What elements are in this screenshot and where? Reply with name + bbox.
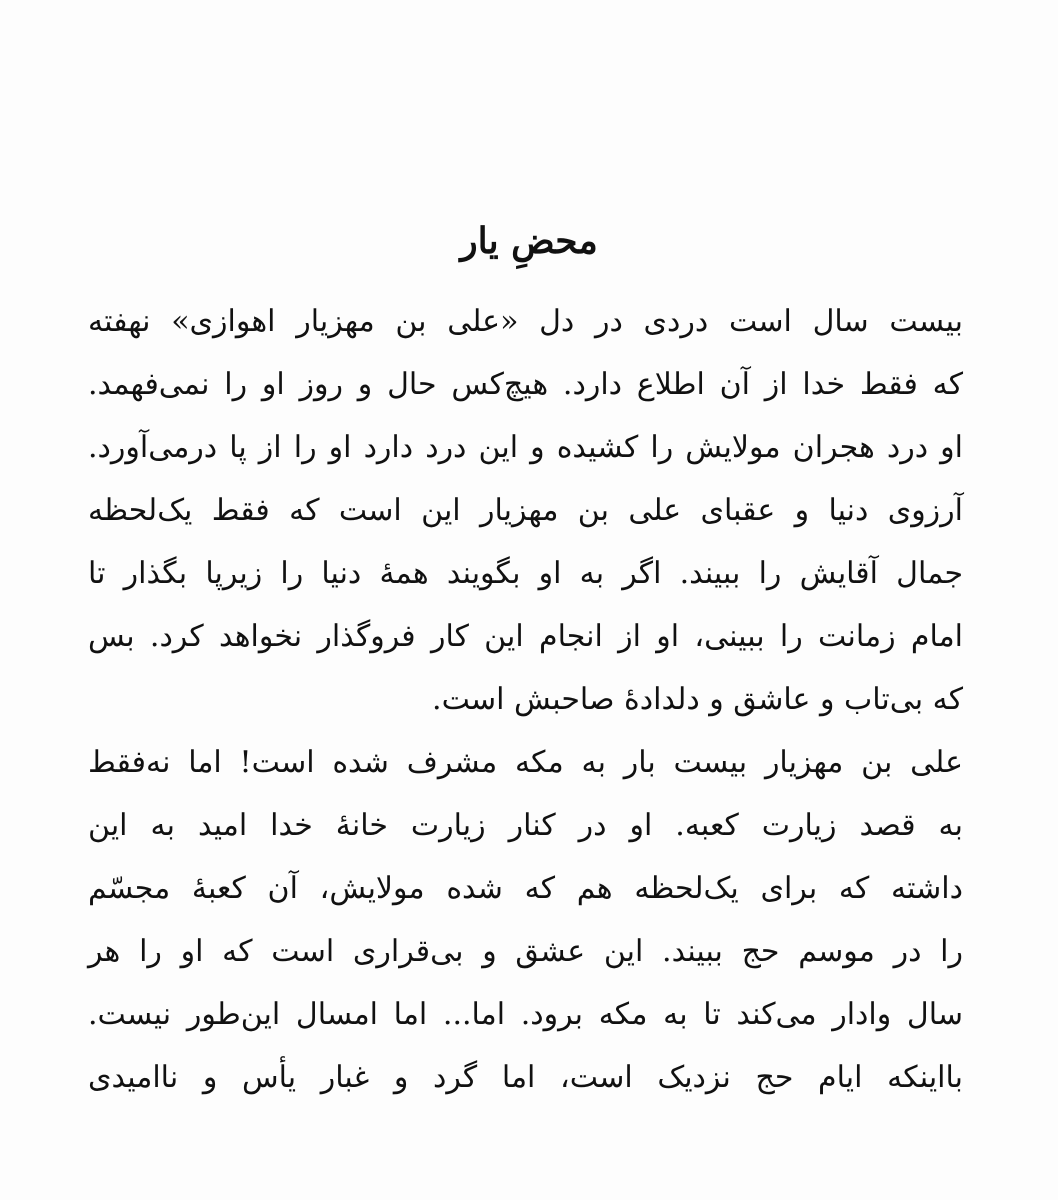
text-line: سال وادار می‌کند تا به مکه برود. اما... اما امسال این‌طور نیست. [88,997,963,1032]
text-line: بااینکه ایام حج نزدیک است، اما گرد و غبار یأس و ناامیدی [88,1060,963,1095]
chapter-title: محضِ یار [460,220,598,262]
paragraph-2 [88,731,963,1109]
text-line: امام زمانت را ببینی، او از انجام این کار فروگذار نخواهد کرد. بس [88,619,963,654]
text-line: آرزوی دنیا و عقبای علی بن مهزیار این است که فقط یک‌لحظه [88,493,963,528]
text-line: علی بن مهزیار بیست بار به مکه مشرف شده است! اما نه‌فقط [88,745,963,780]
text-line: جمال آقایش را ببیند. اگر به او بگویند همهٔ دنیا را زیرپا بگذار تا [88,556,963,591]
paragraph-1 [88,290,963,731]
text-line: او درد هجران مولایش را کشیده و این درد دارد او را از پا درمی‌آورد. [88,430,963,465]
text-line: به قصد زیارت کعبه. او در کنار زیارت خانهٔ خدا امید به این [88,808,963,843]
text-line: که بی‌تاب و عاشق و دلدادهٔ صاحبش است. [432,682,963,717]
text-line: که فقط خدا از آن اطلاع دارد. هیچ‌کس حال و روز او را نمی‌فهمد. [88,367,963,402]
text-line: بیست سال است دردی در دل «علی بن مهزیار اهوازی» نهفته [88,304,963,339]
text-line: داشته که برای یک‌لحظه هم که شده مولایش، آن کعبهٔ مجسّم [88,871,963,906]
body-text [88,290,963,1109]
text-line: را در موسم حج ببیند. این عشق و بی‌قراری است که او را هر [88,934,963,969]
